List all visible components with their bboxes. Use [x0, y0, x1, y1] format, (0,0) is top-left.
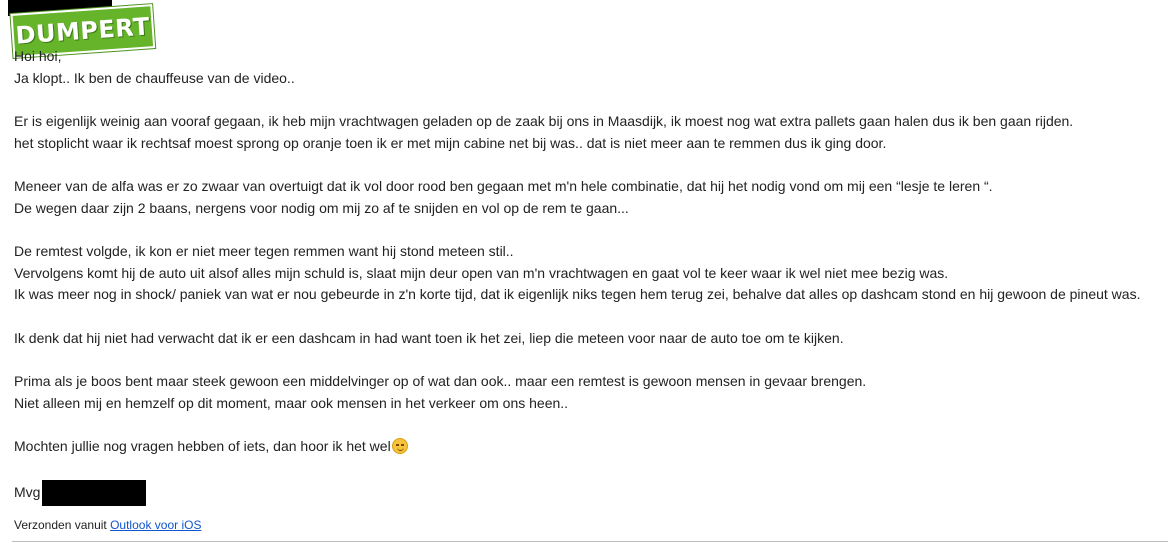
- paragraph-6: [14, 371, 1170, 414]
- redaction-bar-name: [42, 480, 146, 506]
- text-line: het stoplicht waar ik rechtsaf moest sprong op oranje toen ik er met mijn cabine net bij was.. dat is niet meer aan te remmen dus ik ging door.: [14, 134, 887, 151]
- text-line: Er is eigenlijk weinig aan vooraf gegaan, ik heb mijn vrachtwagen geladen op de zaak bij ons in Maasdijk, ik moest nog wat extra pallets gaan halen dus ik ben gaan rijden.: [14, 113, 1074, 129]
- outlook-ios-link[interactable]: Outlook voor iOS: [110, 518, 202, 532]
- text-line: Ik was meer nog in shock/ paniek van wat er nou gebeurde in z'n korte tijd, dat ik eigenlijk niks tegen hem terug zei, behalve dat alles op dashcam stond en hij gewoon de pineut was.: [14, 286, 1141, 302]
- greeting: Hoi hoi,: [14, 48, 62, 64]
- paragraph-5: [14, 328, 1170, 350]
- sent-from-text: Verzonden vanuit: [14, 518, 107, 532]
- text-line: Prima als je boos bent maar steek gewoon een middelvinger op of wat dan ook.. maar een remtest is gewoon mensen in gevaar brengen.: [14, 373, 867, 389]
- email-footer: [14, 518, 201, 532]
- signoff-text: Mvg: [14, 483, 41, 500]
- text-line: Meneer van de alfa was er zo zwaar van overtuigt dat ik vol door rood ben gegaan met m'n hele combinatie, dat hij het nodig vond om mij een “lesje te leren “.: [14, 178, 993, 194]
- dumpert-logo-text: DUMPERT: [14, 12, 151, 50]
- text-line: Niet alleen mij en hemzelf op dit moment, maar ook mensen in het verkeer om ons heen..: [14, 394, 569, 411]
- footer-divider: [12, 541, 1168, 542]
- text-line: De remtest volgde, ik kon er niet meer tegen remmen want hij stond meteen stil..: [14, 243, 514, 259]
- paragraph-closing: [14, 436, 1170, 458]
- paragraph-intro: [14, 46, 1170, 89]
- text-line: Ja klopt.. Ik ben de chauffeuse van de video..: [14, 69, 295, 86]
- paragraph-4: [14, 241, 1170, 306]
- grinning-face-icon: [392, 438, 408, 454]
- text-line: Vervolgens komt hij de auto uit alsof alles mijn schuld is, slaat mijn deur open van m'n vrachtwagen en gaat vol te keer waar ik wel niet mee bezig was.: [14, 264, 949, 281]
- closing-text: Mochten jullie nog vragen hebben of iets, dan hoor ik het wel: [14, 438, 391, 454]
- signoff: [14, 480, 1170, 506]
- paragraph-2: [14, 111, 1170, 154]
- text-line: De wegen daar zijn 2 baans, nergens voor nodig om mij zo af te snijden en vol op de rem te gaan...: [14, 199, 629, 216]
- closing-line: [14, 436, 1170, 458]
- text-line: Ik denk dat hij niet had verwacht dat ik er een dashcam in had want toen ik het zei, liep die meteen voor naar de auto toe om te kijken.: [14, 329, 844, 346]
- email-body: [14, 46, 1170, 506]
- paragraph-3: [14, 176, 1170, 219]
